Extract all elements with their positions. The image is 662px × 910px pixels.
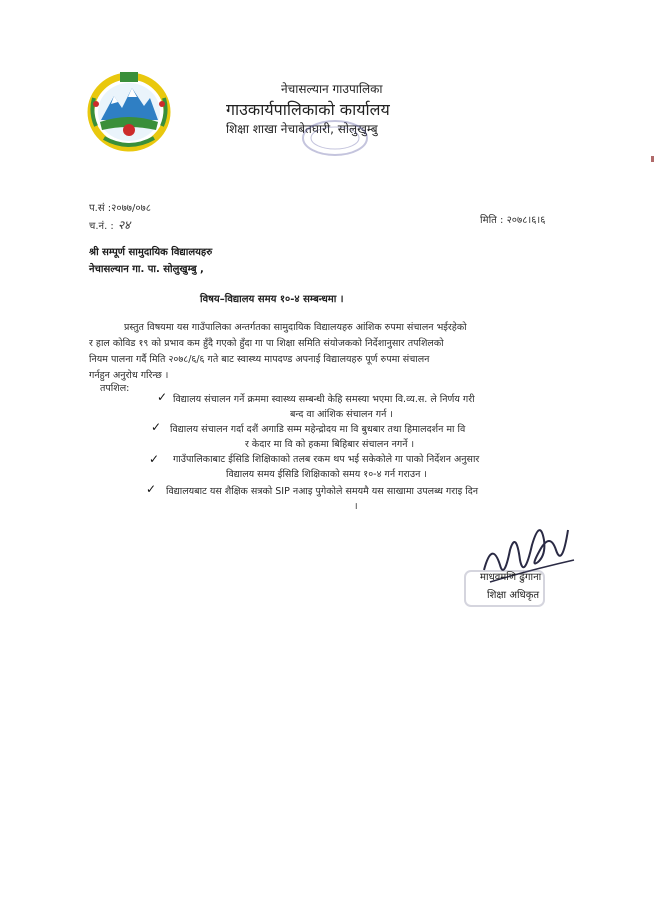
- reference-value: २०७७/०७८: [111, 203, 151, 214]
- list-item-line: ।: [354, 501, 358, 512]
- checkmark-icon: ✓: [157, 390, 168, 404]
- body-paragraph-line: र हाल कोविड १९ को प्रभाव कम हुँदै गएको हुँदा गा पा शिक्षा समिति संयोजकको निर्देशानुसार तपशिलको: [89, 338, 444, 349]
- signatory-title: शिक्षा अधिकृत: [487, 590, 540, 601]
- addressee-line-1: श्री सम्पूर्ण सामुदायिक विद्यालयहरु: [89, 247, 213, 258]
- list-item-line: विद्यालय संचालन गर्ने क्रममा स्वास्थ्य सम्बन्धी केहि समस्या भएमा वि.व्य.स. ले निर्णय गरी: [173, 394, 475, 405]
- checkmark-icon: ✓: [149, 452, 160, 466]
- municipality-name: नेचासल्यान गाउपालिका: [281, 82, 383, 96]
- letter-date: [480, 212, 545, 226]
- list-item-line: विद्यालयबाट यस शैक्षिक सत्रको SIP नआइ पुगेकोले समयमै यस साखामा उपलब्ध गराइ दिन: [166, 486, 479, 497]
- checkmark-icon: ✓: [151, 420, 162, 434]
- reference-label: प.सं :: [89, 203, 112, 214]
- body-paragraph-line: नियम पालना गर्दै मिति २०७८/६/६ गते बाट स्वास्थ्य मापदण्ड अपनाई विद्यालयहरु पूर्ण रुपमा संचालन: [89, 354, 430, 365]
- body-paragraph-line: प्रस्तुत विषयमा यस गाउँपालिका अन्तर्गतका सामुदायिक विद्यालयहरु आंशिक रुपमा संचालन भईरहेको: [124, 322, 467, 333]
- date-value: २०७८।६।६: [506, 215, 546, 226]
- list-item-line: विद्यालय समय ईसिडि शिक्षिकाको समय १०-४ गर्न गराउन ।: [226, 469, 427, 480]
- date-label: मिति :: [480, 215, 504, 226]
- checkmark-icon: ✓: [146, 482, 157, 496]
- office-name: गाउकार्यपालिकाको कार्यालय: [226, 100, 390, 119]
- office-stamp-icon: [300, 118, 370, 158]
- list-item-line: र केदार मा वि को हकमा बिहिबार संचालन नगर्ने ।: [245, 439, 415, 450]
- body-paragraph-line: गर्नहुन अनुरोध गरिन्छ ।: [89, 370, 169, 381]
- letter-subject: विषय–विद्यालय समय १०-४ सम्बन्धमा ।: [200, 294, 344, 305]
- list-item-line: बन्द वा आंशिक संचालन गर्न ।: [290, 409, 394, 420]
- signatory-name: माधवमणि ढुंगाना: [480, 572, 542, 583]
- scan-margin-mark: [651, 156, 654, 162]
- list-item-line: गाउँपालिकाबाट ईसिडि शिक्षिकाको तलब रकम थप भई सकेकोले गा पाको निर्देशन अनुसार: [173, 454, 480, 465]
- addressee-line-2: नेचासल्यान गा. पा. सोलुखुम्बु ,: [89, 264, 204, 275]
- dispatch-label: च.नं. :: [89, 221, 114, 232]
- details-heading: तपशिल:: [100, 383, 130, 394]
- dispatch-value: २४: [117, 218, 131, 232]
- office-section-address: शिक्षा शाखा नेचाबेतघारी, सोलुखुम्बु: [226, 122, 378, 136]
- dispatch-number: [89, 216, 130, 233]
- list-item-line: विद्यालय संचालन गर्दा दशैं अगाडि सम्म महेन्द्रोदय मा वि बुधबार तथा हिमालदर्शन मा वि: [170, 424, 466, 435]
- reference-number: [89, 200, 151, 214]
- municipality-logo-icon: [84, 68, 174, 152]
